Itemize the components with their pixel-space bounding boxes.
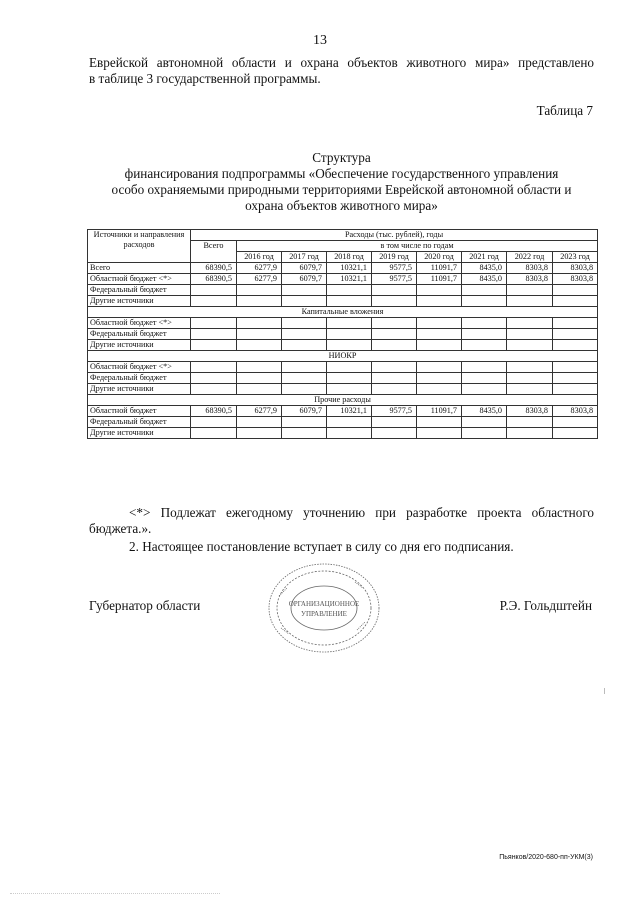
year-value-cell: 6277,9	[237, 406, 282, 417]
year-value-cell: 8303,8	[507, 263, 553, 274]
year-header: 2019 год	[372, 252, 417, 263]
year-value-cell: 6079,7	[282, 406, 327, 417]
title-line-3: особо охраняемыми природными территориями Еврейской автономной области и	[111, 182, 572, 197]
year-value-cell	[237, 329, 282, 340]
year-value-cell	[507, 384, 553, 395]
footnote	[89, 505, 594, 537]
total-cell	[191, 362, 237, 373]
year-value-cell: 8303,8	[507, 274, 553, 285]
year-value-cell	[237, 362, 282, 373]
year-value-cell	[417, 428, 462, 439]
year-value-cell	[462, 373, 507, 384]
year-value-cell	[417, 373, 462, 384]
year-value-cell	[462, 340, 507, 351]
row-label: Другие источники	[88, 428, 191, 439]
total-cell: 68390,5	[191, 274, 237, 285]
year-value-cell	[417, 329, 462, 340]
year-value-cell	[417, 296, 462, 307]
year-value-cell	[282, 373, 327, 384]
year-value-cell	[327, 285, 372, 296]
year-value-cell	[282, 340, 327, 351]
year-value-cell	[327, 417, 372, 428]
year-value-cell	[507, 417, 553, 428]
table-label: Таблица 7	[536, 103, 593, 118]
year-value-cell: 8303,8	[507, 406, 553, 417]
year-value-cell	[327, 329, 372, 340]
year-value-cell	[372, 285, 417, 296]
seal-text-line-2: УПРАВЛЕНИЕ	[301, 610, 347, 618]
year-value-cell	[237, 285, 282, 296]
scan-artifact-line	[10, 893, 220, 895]
year-value-cell: 8435,0	[462, 274, 507, 285]
seal-text-line-1: ОРГАНИЗАЦИОННОЕ	[288, 600, 360, 608]
year-value-cell: 10321,1	[327, 263, 372, 274]
total-cell: 68390,5	[191, 406, 237, 417]
year-value-cell	[417, 362, 462, 373]
title-line-2: финансирования подпрограммы «Обеспечение государственного управления	[124, 166, 559, 181]
signatory-name: Р.Э. Гольдштейн	[499, 598, 592, 613]
year-value-cell	[507, 428, 553, 439]
footnote-line-1: <*> Подлежат ежегодному уточнению при разработке проекта областного	[129, 505, 594, 520]
year-value-cell	[417, 384, 462, 395]
year-header: 2016 год	[237, 252, 282, 263]
year-value-cell	[372, 384, 417, 395]
year-value-cell	[327, 362, 372, 373]
table-row	[88, 428, 598, 439]
year-value-cell	[327, 318, 372, 329]
year-value-cell	[327, 340, 372, 351]
year-value-cell	[462, 362, 507, 373]
total-cell	[191, 417, 237, 428]
year-value-cell	[282, 417, 327, 428]
intro-line-2: в таблице 3 государственной программы.	[89, 71, 321, 86]
title-line-1: Структура	[312, 150, 371, 165]
table-row	[88, 285, 598, 296]
year-value-cell	[372, 318, 417, 329]
total-cell	[191, 329, 237, 340]
year-value-cell	[327, 384, 372, 395]
year-value-cell	[462, 384, 507, 395]
table-row	[88, 362, 598, 373]
row-label: Федеральный бюджет	[88, 417, 191, 428]
year-value-cell	[462, 318, 507, 329]
year-value-cell	[553, 329, 598, 340]
year-value-cell	[237, 428, 282, 439]
total-cell: 68390,5	[191, 263, 237, 274]
row-label: Областной бюджет <*>	[88, 318, 191, 329]
year-value-cell	[417, 318, 462, 329]
year-value-cell	[462, 296, 507, 307]
row-label: Федеральный бюджет	[88, 373, 191, 384]
year-value-cell	[553, 417, 598, 428]
document-code: Пьянков/2020-680-пп-УКМ(3)	[499, 854, 593, 861]
year-value-cell	[417, 417, 462, 428]
year-value-cell: 6277,9	[237, 274, 282, 285]
year-value-cell: 11091,7	[417, 406, 462, 417]
header-total: Всего	[191, 241, 237, 263]
margin-mark	[604, 688, 605, 694]
header-expenses: Расходы (тыс. рублей), годы	[191, 230, 598, 241]
year-value-cell	[372, 340, 417, 351]
year-value-cell	[553, 340, 598, 351]
year-value-cell	[417, 285, 462, 296]
year-header: 2017 год	[282, 252, 327, 263]
year-value-cell	[282, 285, 327, 296]
year-value-cell	[507, 296, 553, 307]
total-cell	[191, 428, 237, 439]
table-row	[88, 406, 598, 417]
year-header: 2022 год	[507, 252, 553, 263]
total-cell	[191, 285, 237, 296]
row-label: Другие источники	[88, 340, 191, 351]
year-value-cell	[327, 428, 372, 439]
year-value-cell	[507, 340, 553, 351]
section-title: Капитальные вложения	[88, 307, 598, 318]
table-row	[88, 329, 598, 340]
year-value-cell	[553, 428, 598, 439]
signatory-position: Губернатор области	[89, 598, 201, 613]
year-value-cell	[237, 296, 282, 307]
row-label: Областной бюджет <*>	[88, 274, 191, 285]
row-label: Другие источники	[88, 384, 191, 395]
effective-date-clause: 2. Настоящее постановление вступает в силу со дня его подписания.	[129, 539, 514, 554]
table-row	[88, 296, 598, 307]
total-cell	[191, 296, 237, 307]
year-value-cell: 10321,1	[327, 274, 372, 285]
total-cell	[191, 340, 237, 351]
year-value-cell	[462, 417, 507, 428]
year-value-cell	[553, 362, 598, 373]
header-source: Источники и направления расходов	[88, 230, 191, 263]
year-value-cell	[553, 318, 598, 329]
year-value-cell	[553, 296, 598, 307]
year-value-cell	[372, 296, 417, 307]
section-title: Прочие расходы	[88, 395, 598, 406]
year-value-cell	[372, 362, 417, 373]
year-value-cell: 8303,8	[553, 406, 598, 417]
year-value-cell	[462, 329, 507, 340]
year-value-cell	[553, 373, 598, 384]
year-value-cell	[237, 417, 282, 428]
table-title	[89, 150, 594, 214]
year-value-cell: 8303,8	[553, 263, 598, 274]
year-value-cell: 8303,8	[553, 274, 598, 285]
year-value-cell	[282, 362, 327, 373]
year-value-cell	[282, 384, 327, 395]
financing-table	[87, 229, 598, 439]
year-value-cell	[327, 373, 372, 384]
footnote-line-2: бюджета.».	[89, 521, 152, 536]
year-value-cell	[282, 296, 327, 307]
year-value-cell	[237, 318, 282, 329]
title-line-4: охрана объектов животного мира»	[245, 198, 438, 213]
row-label: Областной бюджет	[88, 406, 191, 417]
year-value-cell: 6079,7	[282, 263, 327, 274]
table-row	[88, 373, 598, 384]
table-row	[88, 318, 598, 329]
year-value-cell	[372, 329, 417, 340]
year-value-cell	[507, 362, 553, 373]
row-label: Федеральный бюджет	[88, 285, 191, 296]
year-value-cell	[553, 384, 598, 395]
year-value-cell: 9577,5	[372, 406, 417, 417]
year-value-cell	[417, 340, 462, 351]
year-value-cell	[237, 340, 282, 351]
year-value-cell	[372, 417, 417, 428]
total-cell	[191, 373, 237, 384]
section-title: НИОКР	[88, 351, 598, 362]
page-number: 13	[313, 33, 327, 48]
year-value-cell	[282, 329, 327, 340]
section-header-row	[88, 307, 598, 318]
table-row	[88, 384, 598, 395]
row-label: Областной бюджет <*>	[88, 362, 191, 373]
intro-line-1: Еврейской автономной области и охрана объектов животного мира» представлено	[89, 55, 594, 70]
year-value-cell	[507, 373, 553, 384]
year-value-cell	[507, 329, 553, 340]
year-value-cell	[462, 285, 507, 296]
year-header: 2023 год	[553, 252, 598, 263]
year-value-cell: 9577,5	[372, 274, 417, 285]
year-value-cell	[507, 318, 553, 329]
year-value-cell	[282, 318, 327, 329]
year-value-cell: 8435,0	[462, 406, 507, 417]
table-row	[88, 274, 598, 285]
total-cell	[191, 384, 237, 395]
year-header: 2021 год	[462, 252, 507, 263]
official-seal-stamp	[259, 558, 389, 658]
year-value-cell	[372, 428, 417, 439]
row-label: Всего	[88, 263, 191, 274]
table-body	[88, 263, 598, 439]
year-value-cell	[462, 428, 507, 439]
year-value-cell: 11091,7	[417, 263, 462, 274]
total-cell	[191, 318, 237, 329]
year-value-cell: 9577,5	[372, 263, 417, 274]
year-value-cell: 8435,0	[462, 263, 507, 274]
section-header-row	[88, 395, 598, 406]
year-value-cell: 11091,7	[417, 274, 462, 285]
section-header-row	[88, 351, 598, 362]
year-value-cell: 10321,1	[327, 406, 372, 417]
year-value-cell	[237, 373, 282, 384]
year-value-cell	[507, 285, 553, 296]
year-value-cell: 6277,9	[237, 263, 282, 274]
table-row	[88, 417, 598, 428]
year-value-cell: 6079,7	[282, 274, 327, 285]
year-value-cell	[372, 373, 417, 384]
row-label: Другие источники	[88, 296, 191, 307]
year-value-cell	[282, 428, 327, 439]
row-label: Федеральный бюджет	[88, 329, 191, 340]
year-value-cell	[327, 296, 372, 307]
year-value-cell	[237, 384, 282, 395]
year-header: 2020 год	[417, 252, 462, 263]
intro-paragraph	[89, 55, 594, 87]
year-header: 2018 год	[327, 252, 372, 263]
header-including: в том числе по годам	[237, 241, 598, 252]
table-row	[88, 263, 598, 274]
year-value-cell	[553, 285, 598, 296]
table-row	[88, 340, 598, 351]
